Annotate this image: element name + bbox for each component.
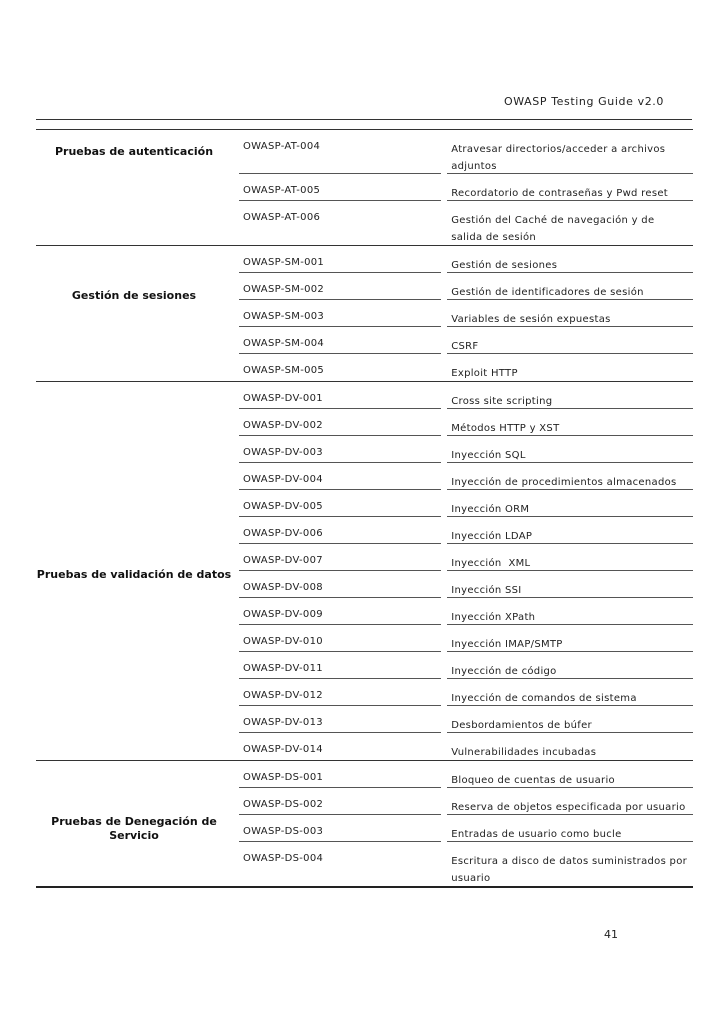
table-row	[239, 733, 693, 760]
test-description: Gestión de sesiones	[447, 246, 693, 273]
header-rule	[36, 119, 692, 120]
test-id: OWASP-DV-006	[239, 517, 441, 544]
table-row	[239, 598, 693, 625]
group-rows	[239, 382, 693, 760]
test-id: OWASP-DV-008	[239, 571, 441, 598]
test-description: Inyección XPath	[447, 598, 693, 625]
test-id: OWASP-DS-002	[239, 788, 441, 815]
test-description: Recordatorio de contraseñas y Pwd reset	[447, 174, 693, 201]
test-description: Exploit HTTP	[451, 368, 518, 379]
test-description: CSRF	[447, 327, 693, 354]
page-number: 41	[604, 928, 618, 941]
group-rows	[239, 130, 693, 245]
test-id: OWASP-DV-003	[239, 436, 441, 463]
table-row	[239, 201, 693, 245]
running-header: OWASP Testing Guide v2.0	[504, 95, 664, 108]
table-row	[239, 652, 693, 679]
test-description: Cross site scripting	[447, 382, 693, 409]
table-row	[239, 382, 693, 409]
test-description: Inyección ORM	[447, 490, 693, 517]
test-id: OWASP-AT-004	[239, 130, 441, 174]
test-id: OWASP-DV-010	[239, 625, 441, 652]
test-id: OWASP-DS-003	[239, 815, 441, 842]
table-row	[239, 273, 693, 300]
table-row	[239, 517, 693, 544]
table-row	[239, 354, 693, 381]
test-description: Inyección SSI	[447, 571, 693, 598]
test-id: OWASP-AT-005	[239, 174, 441, 201]
table-row	[239, 174, 693, 201]
test-id: OWASP-DV-001	[239, 382, 441, 409]
table-row	[239, 490, 693, 517]
test-id: OWASP-SM-003	[239, 300, 441, 327]
table-row	[239, 463, 693, 490]
test-id: OWASP-DV-005	[239, 490, 441, 517]
test-description: Inyección de procedimientos almacenados	[447, 463, 693, 490]
table-row	[239, 625, 693, 652]
group-rows	[239, 761, 693, 886]
table-row	[239, 706, 693, 733]
test-description: Escritura a disco de datos suministrados por usuario	[451, 856, 688, 884]
test-description: Gestión de identificadores de sesión	[447, 273, 693, 300]
test-id: OWASP-DV-011	[239, 652, 441, 679]
test-id: OWASP-SM-005	[243, 365, 325, 376]
group-rows	[239, 246, 693, 381]
test-description: Bloqueo de cuentas de usuario	[447, 761, 693, 788]
test-table	[36, 129, 693, 888]
group-authentication	[36, 129, 693, 246]
category-cell: Pruebas de Denegación de Servicio	[51, 814, 217, 842]
test-id: OWASP-SM-002	[239, 273, 441, 300]
test-id: OWASP-DV-012	[239, 679, 441, 706]
test-id: OWASP-AT-006	[243, 212, 321, 223]
table-row	[239, 327, 693, 354]
test-description: Inyección IMAP/SMTP	[447, 625, 693, 652]
table-row	[239, 571, 693, 598]
table-row	[239, 761, 693, 788]
test-description: Inyección de código	[447, 652, 693, 679]
table-row	[239, 815, 693, 842]
table-row	[239, 130, 693, 174]
test-id: OWASP-DV-002	[239, 409, 441, 436]
test-id: OWASP-DS-001	[239, 761, 441, 788]
test-description: Métodos HTTP y XST	[447, 409, 693, 436]
test-description: Desbordamientos de búfer	[447, 706, 693, 733]
test-description: Inyección SQL	[447, 436, 693, 463]
test-id: OWASP-DV-004	[239, 463, 441, 490]
table-row	[239, 842, 693, 886]
test-description: Vulnerabilidades incubadas	[451, 747, 597, 758]
test-description: Atravesar directorios/acceder a archivos adjuntos	[447, 130, 693, 174]
test-id: OWASP-DV-014	[243, 744, 323, 755]
table-row	[239, 679, 693, 706]
group-data-validation	[36, 382, 693, 761]
test-id: OWASP-DV-007	[239, 544, 441, 571]
table-row	[239, 409, 693, 436]
table-row	[239, 544, 693, 571]
group-denial-of-service	[36, 761, 693, 888]
category-cell: Pruebas de autenticación	[54, 145, 214, 158]
test-id: OWASP-DV-013	[239, 706, 441, 733]
test-id: OWASP-SM-004	[239, 327, 441, 354]
test-description: Variables de sesión expuestas	[447, 300, 693, 327]
test-id: OWASP-DV-009	[239, 598, 441, 625]
table-row	[239, 436, 693, 463]
table-row	[239, 788, 693, 815]
test-description: Gestión del Caché de navegación y de salida de sesión	[451, 215, 655, 243]
test-id: OWASP-DS-004	[243, 853, 324, 864]
test-description: Inyección XML	[447, 544, 693, 571]
test-description: Inyección de comandos de sistema	[447, 679, 693, 706]
category-cell: Gestión de sesiones	[71, 289, 197, 302]
category-cell: Pruebas de validación de datos	[36, 568, 232, 581]
table-row	[239, 300, 693, 327]
test-description: Entradas de usuario como bucle	[447, 815, 693, 842]
group-session-management	[36, 246, 693, 382]
table-row	[239, 246, 693, 273]
test-id: OWASP-SM-001	[239, 246, 441, 273]
test-description: Reserva de objetos especificada por usuario	[447, 788, 693, 815]
test-description: Inyección LDAP	[447, 517, 693, 544]
